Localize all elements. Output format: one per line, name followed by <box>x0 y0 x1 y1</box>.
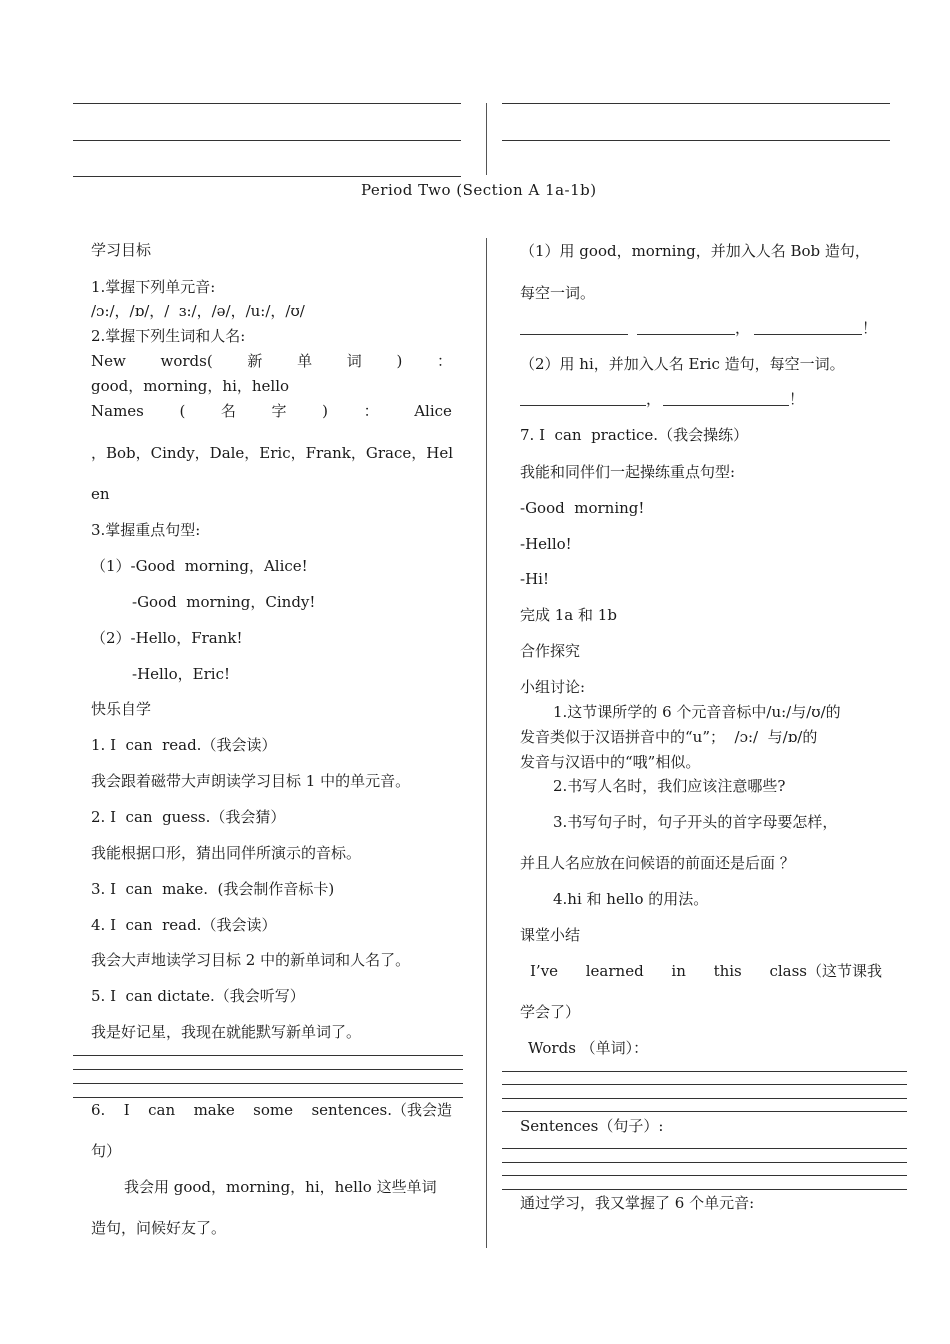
practice-3: -Hi! <box>520 570 549 588</box>
sent-rule-3 <box>502 1175 907 1176</box>
item-6-desc-1: 我会用 good，morning，hi，hello 这些单词 <box>124 1178 437 1196</box>
final-line: 通过学习，我又掌握了 6 个单元音: <box>520 1194 755 1212</box>
top-line-right-2 <box>502 140 890 141</box>
page-title: Period Two (Section A 1a-1b) <box>361 181 597 199</box>
item-4: 4. I can read.（我会读） <box>91 916 277 934</box>
sent-rule-4 <box>502 1189 907 1190</box>
left-rule-1 <box>73 1055 463 1056</box>
nm-0: Names <box>91 402 144 420</box>
task-1-excl: ！ <box>862 319 878 337</box>
task-2: （2）用 hi，并加入人名 Eric 造句，每空一词。 <box>520 355 845 373</box>
words-label: Words （单词）： <box>528 1039 649 1057</box>
discuss-4: 4.hi 和 hello 的用法。 <box>553 890 709 908</box>
item-6-desc-2: 造句，问候好友了。 <box>91 1219 227 1237</box>
discuss-3a: 3.书写句子时，句子开头的首字母要怎样， <box>553 813 838 831</box>
blank-1c[interactable] <box>754 334 862 335</box>
task-1-b: 每空一词。 <box>520 284 596 302</box>
lr-4: class（这节课我 <box>769 962 882 980</box>
nm-5: ： <box>363 402 379 420</box>
blank-1b[interactable] <box>637 334 735 335</box>
task-1: （1）用 good，morning，并加入人名 Bob 造句， <box>520 242 870 260</box>
goal-3: 3.掌握重点句型: <box>91 521 201 539</box>
i6-1: I <box>123 1101 130 1119</box>
nm-4: ) <box>322 402 328 420</box>
nw-5: ) <box>396 352 403 370</box>
item-2-desc: 我能根据口形，猜出同伴所演示的音标。 <box>91 844 362 862</box>
discuss-1b: 发音类似于汉语拼音中的“u”； /ɔ:/ 与/ɒ/的 <box>520 728 818 746</box>
sentence-1b: -Good morning，Cindy! <box>132 593 316 611</box>
top-divider <box>486 103 487 175</box>
words-rule-1 <box>502 1071 907 1072</box>
new-words-list: good，morning，hi，hello <box>91 377 290 395</box>
nw-4: 词 <box>346 352 362 370</box>
item-1: 1. I can read.（我会读） <box>91 736 277 754</box>
learned-line <box>530 961 882 981</box>
nm-2: 名 <box>220 402 236 420</box>
finish-task: 完成 1a 和 1b <box>520 606 617 624</box>
words-rule-4 <box>502 1111 907 1112</box>
nm-3: 字 <box>271 402 287 420</box>
left-rule-2 <box>73 1069 463 1070</box>
item-6-wrap: 句） <box>91 1142 122 1160</box>
item-1-desc: 我会跟着磁带大声朗读学习目标 1 中的单元音。 <box>91 772 411 790</box>
goal-1-phonetics: /ɔ:/，/ɒ/，/ ɜ:/，/ə/，/u:/，/ʊ/ <box>91 302 305 320</box>
blank-1a[interactable] <box>520 334 628 335</box>
i6-5: sentences.（我会造 <box>311 1101 452 1119</box>
sentence-2a: （2）-Hello，Frank! <box>91 629 243 647</box>
top-line-right-1 <box>502 103 890 104</box>
new-words-label <box>91 351 452 371</box>
coop-heading: 合作探究 <box>520 642 581 660</box>
learned-wrap: 学会了） <box>520 1003 581 1021</box>
lr-3: this <box>713 962 742 980</box>
task-1-comma: ， <box>735 319 751 337</box>
sentences-label: Sentences（句子）: <box>520 1117 664 1135</box>
nw-0: New <box>91 352 126 370</box>
nw-2: 新 <box>247 352 263 370</box>
item-4-desc: 我会大声地读学习目标 2 中的新单词和人名了。 <box>91 951 411 969</box>
i6-2: can <box>148 1101 176 1119</box>
goal-1: 1.掌握下列单元音: <box>91 278 216 296</box>
discuss-2: 2.书写人名时，我们应该注意哪些? <box>553 777 786 795</box>
lr-1: learned <box>585 962 644 980</box>
nw-1: words( <box>160 352 213 370</box>
item-3: 3. I can make. (我会制作音标卡) <box>91 880 335 898</box>
discuss-1c: 发音与汉语中的“哦”相似。 <box>520 753 701 771</box>
discuss-1a: 1.这节课所学的 6 个元音音标中/u:/与/ʊ/的 <box>553 703 841 721</box>
blank-2b[interactable] <box>663 405 789 406</box>
column-divider <box>486 238 487 1248</box>
self-study-heading: 快乐自学 <box>91 700 152 718</box>
left-rule-4 <box>73 1097 463 1098</box>
discuss-3b: 并且人名应放在问候语的前面还是后面 ？ <box>520 854 795 872</box>
item-5-desc: 我是好记星，我现在就能默写新单词了。 <box>91 1023 362 1041</box>
names-list: ，Bob，Cindy，Dale，Eric，Frank，Grace，Hel <box>91 444 454 462</box>
i6-4: some <box>253 1101 293 1119</box>
nm-6: Alice <box>414 402 452 420</box>
item-2: 2. I can guess.（我会猜） <box>91 808 286 826</box>
sentence-1a: （1）-Good morning，Alice! <box>91 557 308 575</box>
sent-rule-1 <box>502 1148 907 1149</box>
practice-2: -Hello! <box>520 535 572 553</box>
goal-2: 2.掌握下列生词和人名: <box>91 327 246 345</box>
nw-3: 单 <box>297 352 313 370</box>
task-2-comma: ， <box>646 390 662 408</box>
sentence-2b: -Hello，Eric! <box>132 665 230 683</box>
sent-rule-2 <box>502 1162 907 1163</box>
lr-2: in <box>671 962 686 980</box>
names-wrap: en <box>91 485 110 503</box>
words-rule-2 <box>502 1084 907 1085</box>
nw-6: ： <box>436 352 452 370</box>
summary-heading: 课堂小结 <box>520 926 581 944</box>
task-2-excl: ！ <box>789 390 805 408</box>
practice-1: -Good morning! <box>520 499 645 517</box>
top-line-left-1 <box>73 103 461 104</box>
item-5: 5. I can dictate.（我会听写） <box>91 987 305 1005</box>
lr-0: I’ve <box>530 962 559 980</box>
item-7-desc: 我能和同伴们一起操练重点句型: <box>520 463 736 481</box>
i6-0: 6. <box>91 1101 106 1119</box>
blank-2a[interactable] <box>520 405 646 406</box>
left-rule-3 <box>73 1083 463 1084</box>
nm-1: ( <box>179 402 186 420</box>
i6-3: make <box>193 1101 235 1119</box>
discuss-heading: 小组讨论: <box>520 678 586 696</box>
top-line-left-3 <box>73 176 461 177</box>
goals-heading: 学习目标 <box>91 241 152 259</box>
item-6 <box>91 1100 452 1120</box>
item-7: 7. I can practice.（我会操练） <box>520 426 749 444</box>
names-label <box>91 401 452 421</box>
top-line-left-2 <box>73 140 461 141</box>
words-rule-3 <box>502 1098 907 1099</box>
